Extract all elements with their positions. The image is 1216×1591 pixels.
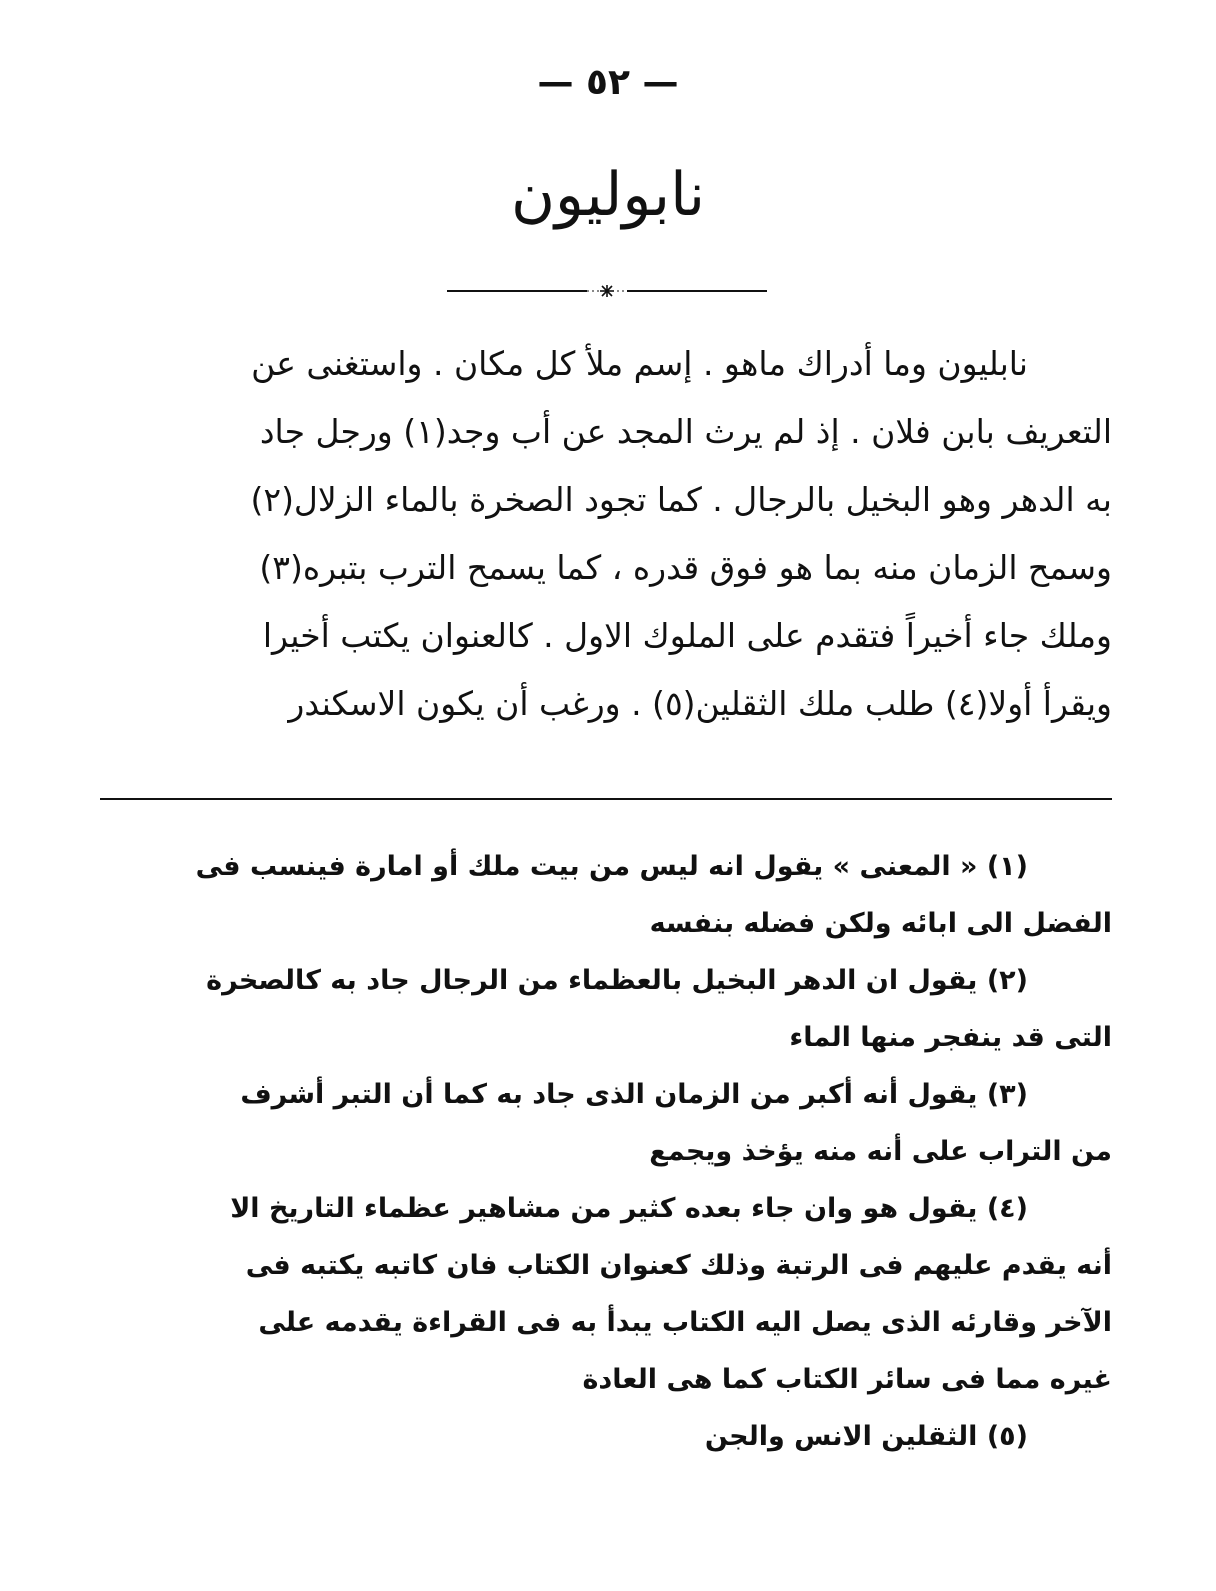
footnote-line: الفضل الى ابائه ولكن فضله بنفسه	[649, 908, 1112, 939]
footnote-line: التى قد ينفجر منها الماء	[789, 1022, 1112, 1053]
ornament-divider	[447, 284, 767, 298]
body-line: ويقرأ أولا(٤) طلب ملك الثقلين(٥) . ورغب أن يكون الاسكندر	[288, 684, 1112, 723]
footnote-line: (٤) يقول هو وان جاء بعده كثير من مشاهير عظماء التاريخ الا	[230, 1193, 1028, 1224]
footnote-line: الآخر وقارئه الذى يصل اليه الكتاب يبدأ به فى القراءة يقدمه على	[258, 1307, 1112, 1338]
page-number: — ٥٢ —	[537, 62, 679, 103]
footnotes	[100, 838, 1112, 1465]
main-paragraph	[100, 330, 1112, 738]
footnote-line: (٥) الثقلين الانس والجن	[704, 1421, 1028, 1452]
footnote-separator	[100, 798, 1112, 800]
body-line: وملك جاء أخيراً فتقدم على الملوك الاول . كالعنوان يكتب أخيرا	[262, 616, 1112, 655]
body-line: وسمح الزمان منه بما هو فوق قدره ، كما يسمح الترب بتبره(٣)	[259, 548, 1112, 587]
star-ornament-icon	[447, 284, 767, 298]
footnote-line: غيره مما فى سائر الكتاب كما هى العادة	[582, 1364, 1112, 1395]
footnote-line: (٣) يقول أنه أكبر من الزمان الذى جاد به كما أن التبر أشرف	[240, 1079, 1028, 1110]
footnote-line: (١) « المعنى » يقول انه ليس من بيت ملك أو امارة فينسب فى	[195, 851, 1028, 882]
footnote-line: من التراب على أنه منه يؤخذ ويجمع	[649, 1136, 1112, 1167]
page-title: نابوليون	[510, 160, 706, 230]
footnote-line: (٢) يقول ان الدهر البخيل بالعظماء من الرجال جاد به كالصخرة	[206, 965, 1028, 996]
footnote-line: أنه يقدم عليهم فى الرتبة وذلك كعنوان الكتاب فان كاتبه يكتبه فى	[245, 1250, 1112, 1281]
body-line: نابليون وما أدراك ماهو . إسم ملأ كل مكان . واستغنى عن	[251, 344, 1028, 383]
body-line: به الدهر وهو البخيل بالرجال . كما تجود الصخرة بالماء الزلال(٢)	[250, 480, 1112, 519]
body-line: التعريف بابن فلان . إذ لم يرث المجد عن أب وجد(١) ورجل جاد	[259, 412, 1112, 451]
